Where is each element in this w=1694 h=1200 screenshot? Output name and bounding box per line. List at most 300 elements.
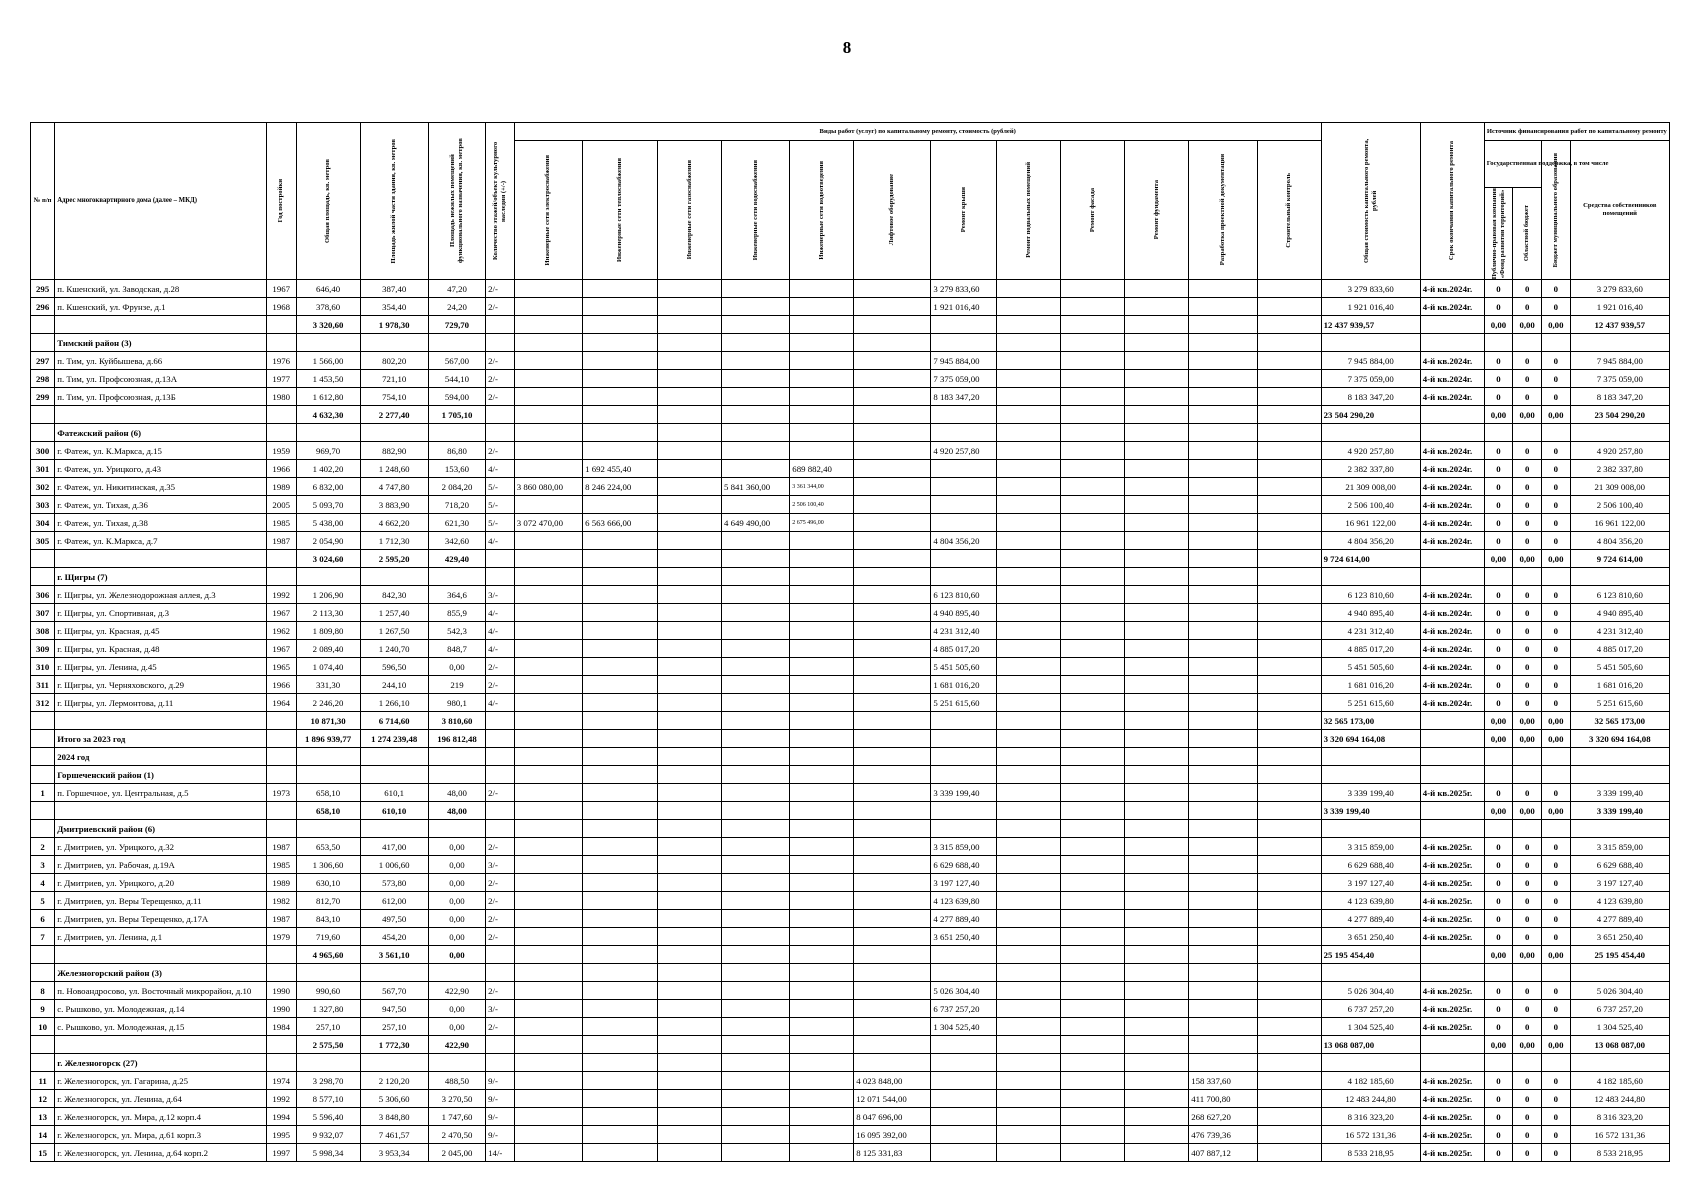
cell-num: 298 [31, 370, 55, 388]
cell-work-cost: 689 882,40 [790, 460, 854, 478]
cell-work-cost [1125, 298, 1189, 316]
cell-total-cost: 4 804 356,20 [1321, 532, 1420, 550]
cell-year: 1979 [266, 928, 296, 946]
cell-municipal: 0 [1541, 658, 1570, 676]
cell-own-funds: 16 572 131,36 [1570, 1126, 1669, 1144]
cell-floors: 2/- [486, 352, 515, 370]
cell-year: 1987 [266, 838, 296, 856]
cell-num: 307 [31, 604, 55, 622]
cell-work-cost [997, 784, 1061, 802]
cell-work-cost: 8 047 696,00 [854, 1108, 931, 1126]
cell-living-area: 1 712,30 [360, 532, 428, 550]
cell-living-area: 842,30 [360, 586, 428, 604]
subtotal-total-cost: 9 724 614,00 [1321, 550, 1420, 568]
cell-empty [1541, 334, 1570, 352]
cell-work-cost: 7 375 059,00 [931, 370, 997, 388]
cell-deadline: 4-й кв.2024г. [1420, 694, 1484, 712]
cell-work-cost [1189, 370, 1257, 388]
cell-address: п. Горшечное, ул. Центральная, д.5 [55, 784, 267, 802]
cell-work-cost [1125, 352, 1189, 370]
cell-work-cost: 3 072 470,00 [514, 514, 582, 532]
cell-empty [1061, 424, 1125, 442]
cell-work-cost [997, 1090, 1061, 1108]
cell-empty [1125, 568, 1189, 586]
subtotal-label [55, 712, 267, 730]
cell-nonliving-area: 24,20 [428, 298, 485, 316]
group-title: 2024 год [55, 748, 267, 766]
cell-num: 312 [31, 694, 55, 712]
cell-empty [1125, 334, 1189, 352]
cell-municipal: 0 [1541, 370, 1570, 388]
cell-empty [931, 406, 997, 424]
cell-work-cost [514, 370, 582, 388]
cell-work-cost [1061, 1144, 1125, 1162]
cell-work-cost [997, 1126, 1061, 1144]
cell-total-area: 8 577,10 [296, 1090, 360, 1108]
cell-regional: 0 [1513, 676, 1542, 694]
subtotal-own-funds: 25 195 454,40 [1570, 946, 1669, 964]
cell-work-cost [1257, 928, 1321, 946]
cell-address: п. Кшенский, ул. Фрунзе, д.1 [55, 298, 267, 316]
cell-empty [514, 964, 582, 982]
cell-work-cost [721, 280, 789, 298]
cell-work-cost [931, 1090, 997, 1108]
cell-work-cost [1061, 532, 1125, 550]
cell-living-area: 1 248,60 [360, 460, 428, 478]
cell-total-cost: 4 123 639,80 [1321, 892, 1420, 910]
cell-empty [790, 730, 854, 748]
group-title: Тимский район (3) [55, 334, 267, 352]
subtotal-municipal: 0,00 [1541, 1036, 1570, 1054]
table-row [31, 892, 1670, 910]
cell-work-cost [1189, 856, 1257, 874]
cell-empty [721, 550, 789, 568]
cell-empty [1125, 550, 1189, 568]
cell-work-cost [854, 460, 931, 478]
cell-empty [721, 316, 789, 334]
cell-regional: 0 [1513, 280, 1542, 298]
cell-address: г. Дмитриев, ул. Урицкого, д.20 [55, 874, 267, 892]
cell-empty [790, 802, 854, 820]
cell-empty [1420, 568, 1484, 586]
cell-work-cost [721, 658, 789, 676]
cell-deadline: 4-й кв.2024г. [1420, 586, 1484, 604]
subtotal-total-area: 3 024,60 [296, 550, 360, 568]
group-header-row [31, 1054, 1670, 1072]
cell-work-cost [1257, 1090, 1321, 1108]
subtotal-fund: 0,00 [1484, 1036, 1513, 1054]
subtotal-regional: 0,00 [1513, 730, 1542, 748]
cell-work-cost [1125, 496, 1189, 514]
cell-year: 1992 [266, 1090, 296, 1108]
cell-municipal: 0 [1541, 496, 1570, 514]
cell-work-cost [658, 1108, 722, 1126]
cell-empty [296, 766, 360, 784]
cell-work-cost [854, 478, 931, 496]
cell-work-cost [1189, 388, 1257, 406]
cell-empty [721, 1036, 789, 1054]
col-year: Год постройки [266, 123, 296, 280]
cell-work-cost [583, 694, 658, 712]
cell-municipal: 0 [1541, 388, 1570, 406]
subtotal-nonliving-area: 429,40 [428, 550, 485, 568]
cell-empty [486, 802, 515, 820]
cell-empty [514, 316, 582, 334]
cell-work-cost [583, 604, 658, 622]
cell-empty [428, 820, 485, 838]
cell-total-area: 5 596,40 [296, 1108, 360, 1126]
cell-work-cost: 7 945 884,00 [931, 352, 997, 370]
cell-work-cost [854, 784, 931, 802]
cell-total-cost: 1 304 525,40 [1321, 1018, 1420, 1036]
cell-empty [1125, 964, 1189, 982]
cell-nonliving-area: 0,00 [428, 892, 485, 910]
cell-empty [583, 946, 658, 964]
cell-floors: 2/- [486, 838, 515, 856]
cell-work-cost [721, 1108, 789, 1126]
cell-empty [428, 748, 485, 766]
table-row [31, 1000, 1670, 1018]
cell-empty [1513, 424, 1542, 442]
cell-empty [1125, 1054, 1189, 1072]
cell-total-cost: 4 920 257,80 [1321, 442, 1420, 460]
cell-work-cost [1061, 874, 1125, 892]
cell-work-cost [583, 388, 658, 406]
cell-empty [997, 316, 1061, 334]
cell-deadline: 4-й кв.2025г. [1420, 1144, 1484, 1162]
cell-year: 1966 [266, 676, 296, 694]
cell-living-area: 4 662,20 [360, 514, 428, 532]
subtotal-own-funds: 12 437 939,57 [1570, 316, 1669, 334]
cell-own-funds: 4 182 185,60 [1570, 1072, 1669, 1090]
cell-empty [583, 820, 658, 838]
cell-address: с. Рышково, ул. Молодежная, д.15 [55, 1018, 267, 1036]
cell-empty [1420, 766, 1484, 784]
cell-empty [296, 820, 360, 838]
cell-total-cost: 7 375 059,00 [1321, 370, 1420, 388]
col-deadline: Срок окончания капитального ремонта [1420, 123, 1484, 280]
cell-num: 304 [31, 514, 55, 532]
cell-fund: 0 [1484, 658, 1513, 676]
cell-work-cost: 8 183 347,20 [931, 388, 997, 406]
cell-empty [658, 730, 722, 748]
cell-empty [1321, 568, 1420, 586]
cell-total-cost: 6 629 688,40 [1321, 856, 1420, 874]
table-row [31, 496, 1670, 514]
cell-num [31, 424, 55, 442]
subtotal-label: Итого за 2023 год [55, 730, 267, 748]
cell-work-cost [1125, 856, 1189, 874]
cell-work-cost [658, 928, 722, 946]
cell-deadline: 4-й кв.2024г. [1420, 658, 1484, 676]
cell-municipal: 0 [1541, 784, 1570, 802]
cell-work-cost [583, 982, 658, 1000]
cell-work-cost [658, 460, 722, 478]
table-row [31, 982, 1670, 1000]
cell-work-cost [721, 676, 789, 694]
cell-empty [1189, 334, 1257, 352]
cell-work-cost [997, 604, 1061, 622]
cell-work-cost [997, 280, 1061, 298]
cell-work-cost [997, 892, 1061, 910]
cell-floors: 2/- [486, 658, 515, 676]
cell-regional: 0 [1513, 460, 1542, 478]
cell-fund: 0 [1484, 586, 1513, 604]
cell-empty [1189, 766, 1257, 784]
cell-empty [1061, 550, 1125, 568]
cell-living-area: 1 266,10 [360, 694, 428, 712]
cell-empty [790, 1036, 854, 1054]
subtotal-own-funds: 3 339 199,40 [1570, 802, 1669, 820]
cell-work-cost: 3 860 080,00 [514, 478, 582, 496]
cell-nonliving-area: 0,00 [428, 910, 485, 928]
cell-nonliving-area: 1 747,60 [428, 1108, 485, 1126]
cell-total-cost: 1 921 016,40 [1321, 298, 1420, 316]
cell-year: 1984 [266, 1018, 296, 1036]
cell-empty [1321, 820, 1420, 838]
cell-empty [997, 406, 1061, 424]
cell-work-cost [721, 1018, 789, 1036]
cell-empty [721, 406, 789, 424]
cell-work-cost [1189, 604, 1257, 622]
cell-empty [790, 316, 854, 334]
cell-empty [428, 964, 485, 982]
group-title: г. Щигры (7) [55, 568, 267, 586]
cell-living-area: 882,90 [360, 442, 428, 460]
cell-municipal: 0 [1541, 514, 1570, 532]
cell-regional: 0 [1513, 514, 1542, 532]
table-row [31, 586, 1670, 604]
cell-municipal: 0 [1541, 1144, 1570, 1162]
cell-num [31, 406, 55, 424]
cell-regional: 0 [1513, 604, 1542, 622]
table-row [31, 280, 1670, 298]
cell-nonliving-area: 0,00 [428, 658, 485, 676]
group-header-row [31, 766, 1670, 784]
table-row [31, 676, 1670, 694]
cell-work-cost: 1 692 455,40 [583, 460, 658, 478]
cell-work-cost [1257, 676, 1321, 694]
cell-empty [931, 334, 997, 352]
cell-floors: 4/- [486, 622, 515, 640]
cell-empty [1257, 766, 1321, 784]
cell-address: г. Фатеж, ул. Никитинская, д.35 [55, 478, 267, 496]
cell-deadline: 4-й кв.2025г. [1420, 1000, 1484, 1018]
cell-work-cost [514, 892, 582, 910]
sources-group-header: Источник финансирования работ по капитальному ремонту [1484, 123, 1669, 141]
cell-own-funds: 4 123 639,80 [1570, 892, 1669, 910]
cell-work-cost [583, 1072, 658, 1090]
cell-fund: 0 [1484, 838, 1513, 856]
cell-total-area: 1 566,00 [296, 352, 360, 370]
cell-living-area: 497,50 [360, 910, 428, 928]
cell-work-cost [721, 352, 789, 370]
col-total-area: Общая площадь, кв. метров [296, 123, 360, 280]
cell-work-cost [1061, 658, 1125, 676]
cell-year: 1967 [266, 280, 296, 298]
subtotal-total-area: 1 896 939,77 [296, 730, 360, 748]
cell-work-cost [1189, 640, 1257, 658]
cell-work-cost [1061, 496, 1125, 514]
cell-empty [1420, 316, 1484, 334]
cell-deadline: 4-й кв.2024г. [1420, 676, 1484, 694]
cell-work-cost [514, 586, 582, 604]
subtotal-fund: 0,00 [1484, 802, 1513, 820]
cell-work-cost [583, 928, 658, 946]
cell-empty [1513, 1054, 1542, 1072]
cell-empty [1484, 1054, 1513, 1072]
cell-own-funds: 8 183 347,20 [1570, 388, 1669, 406]
cell-empty [266, 424, 296, 442]
cell-empty [514, 766, 582, 784]
cell-empty [266, 550, 296, 568]
cell-empty [1420, 1054, 1484, 1072]
cell-empty [1541, 1054, 1570, 1072]
cell-deadline: 4-й кв.2024г. [1420, 442, 1484, 460]
cell-floors: 2/- [486, 370, 515, 388]
subtotal-total-area: 658,10 [296, 802, 360, 820]
cell-empty [997, 334, 1061, 352]
cell-empty [790, 946, 854, 964]
cell-empty [658, 1036, 722, 1054]
cell-empty [721, 424, 789, 442]
subtotal-row [31, 712, 1670, 730]
subtotal-regional: 0,00 [1513, 550, 1542, 568]
table-row [31, 352, 1670, 370]
cell-work-cost: 6 123 810,60 [931, 586, 997, 604]
cell-num: 9 [31, 1000, 55, 1018]
subtotal-label [55, 802, 267, 820]
cell-own-funds: 5 451 505,60 [1570, 658, 1669, 676]
cell-work-cost [658, 892, 722, 910]
cell-empty [1420, 946, 1484, 964]
cell-work-cost [583, 640, 658, 658]
subtotal-total-area: 4 965,60 [296, 946, 360, 964]
cell-regional: 0 [1513, 1000, 1542, 1018]
cell-year: 1976 [266, 352, 296, 370]
cell-total-cost: 2 382 337,80 [1321, 460, 1420, 478]
cell-work-cost [514, 982, 582, 1000]
cell-empty [1189, 568, 1257, 586]
cell-empty [1420, 712, 1484, 730]
cell-work-cost: 411 700,80 [1189, 1090, 1257, 1108]
cell-nonliving-area: 47,20 [428, 280, 485, 298]
cell-work-cost [514, 694, 582, 712]
cell-floors: 2/- [486, 910, 515, 928]
cell-address: г. Щигры, ул. Черняховского, д.29 [55, 676, 267, 694]
group-header-row [31, 748, 1670, 766]
cell-work-cost [514, 1018, 582, 1036]
col-total-cost: Общая стоимость капитального ремонта, рублей [1321, 123, 1420, 280]
cell-total-cost: 8 183 347,20 [1321, 388, 1420, 406]
cell-work-cost [931, 1144, 997, 1162]
cell-own-funds: 6 123 810,60 [1570, 586, 1669, 604]
cell-work-cost [854, 838, 931, 856]
subtotal-own-funds: 13 068 087,00 [1570, 1036, 1669, 1054]
cell-total-area: 1 402,20 [296, 460, 360, 478]
cell-work-cost: 6 737 257,20 [931, 1000, 997, 1018]
subtotal-label [55, 406, 267, 424]
subtotal-municipal: 0,00 [1541, 316, 1570, 334]
cell-nonliving-area: 2 084,20 [428, 478, 485, 496]
cell-living-area: 1 240,70 [360, 640, 428, 658]
cell-work-cost [790, 280, 854, 298]
cell-floors: 2/- [486, 928, 515, 946]
cell-work-cost [1061, 586, 1125, 604]
cell-total-cost: 3 279 833,60 [1321, 280, 1420, 298]
cell-fund: 0 [1484, 874, 1513, 892]
cell-work-cost [583, 496, 658, 514]
cell-floors: 4/- [486, 532, 515, 550]
subtotal-total-area: 4 632,30 [296, 406, 360, 424]
cell-work-cost [514, 460, 582, 478]
cell-num [31, 820, 55, 838]
cell-work-cost: 3 279 833,60 [931, 280, 997, 298]
cell-work-cost [721, 892, 789, 910]
cell-work-cost: 268 627,20 [1189, 1108, 1257, 1126]
cell-num: 2 [31, 838, 55, 856]
group-header-row [31, 820, 1670, 838]
cell-empty [1061, 766, 1125, 784]
cell-empty [1189, 802, 1257, 820]
cell-address: с. Рышково, ул. Молодежная, д.14 [55, 1000, 267, 1018]
cell-work-cost [790, 1000, 854, 1018]
cell-own-funds: 21 309 008,00 [1570, 478, 1669, 496]
cell-address: г. Фатеж, ул. Тихая, д.38 [55, 514, 267, 532]
cell-nonliving-area: 594,00 [428, 388, 485, 406]
cell-empty [486, 424, 515, 442]
cell-living-area: 612,00 [360, 892, 428, 910]
cell-empty [486, 568, 515, 586]
cell-empty [486, 964, 515, 982]
cell-empty [1061, 730, 1125, 748]
cell-work-cost [1189, 658, 1257, 676]
cell-work-cost [1257, 1072, 1321, 1090]
cell-empty [1189, 712, 1257, 730]
cell-work-cost [583, 838, 658, 856]
cell-empty [1541, 568, 1570, 586]
cell-work-cost: 5 251 615,60 [931, 694, 997, 712]
cell-num: 15 [31, 1144, 55, 1162]
cell-empty [428, 568, 485, 586]
table-row [31, 640, 1670, 658]
cell-empty [1257, 334, 1321, 352]
cell-work-cost [1257, 604, 1321, 622]
subtotal-regional: 0,00 [1513, 316, 1542, 334]
cell-municipal: 0 [1541, 928, 1570, 946]
cell-work-cost [721, 442, 789, 460]
cell-num: 8 [31, 982, 55, 1000]
cell-total-cost: 8 533 218,95 [1321, 1144, 1420, 1162]
cell-work-cost [658, 658, 722, 676]
cell-empty [658, 748, 722, 766]
cell-work-cost [1257, 1000, 1321, 1018]
cell-work-cost [997, 388, 1061, 406]
subtotal-municipal: 0,00 [1541, 802, 1570, 820]
cell-work-cost [1257, 910, 1321, 928]
cell-num [31, 316, 55, 334]
cell-empty [514, 550, 582, 568]
cell-address: г. Щигры, ул. Красная, д.48 [55, 640, 267, 658]
cell-num [31, 550, 55, 568]
subtotal-living-area: 1 274 239,48 [360, 730, 428, 748]
cell-empty [583, 334, 658, 352]
cell-work-cost [997, 658, 1061, 676]
cell-empty [1541, 424, 1570, 442]
cell-floors: 4/- [486, 694, 515, 712]
cell-work-cost [514, 838, 582, 856]
cell-fund: 0 [1484, 280, 1513, 298]
